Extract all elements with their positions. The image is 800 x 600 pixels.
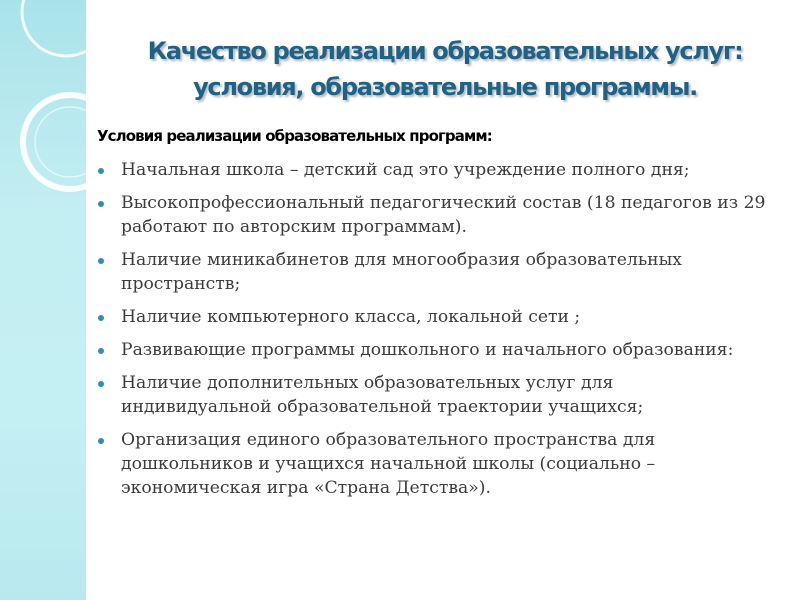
bullet-marker-icon xyxy=(98,258,104,264)
slide-title xyxy=(100,33,790,105)
title-line-1: Качество реализации образовательных услуг: xyxy=(147,37,743,65)
bullet-marker-icon xyxy=(98,381,104,387)
bullet-marker-icon xyxy=(98,168,104,174)
section-heading: Условия реализации образовательных программ: xyxy=(97,127,492,145)
bullet-text-line: работают по авторским программам). xyxy=(121,217,467,237)
bullet-text-line: Организация единого образовательного пространства для xyxy=(121,430,656,450)
decorative-ring-top xyxy=(22,0,110,56)
bullet-text-line: индивидуальной образовательной траектории учащихся; xyxy=(121,397,644,417)
bullet-text-line: Развивающие программы дошкольного и начального образования: xyxy=(121,340,734,360)
bullet-item-additional-services xyxy=(96,371,798,419)
title-line-2: условия, образовательные программы. xyxy=(193,73,697,101)
bullet-list xyxy=(96,158,798,509)
bullet-text-line: Высокопрофессиональный педагогический состав (18 педагогов из 29 xyxy=(121,193,766,213)
bullet-marker-icon xyxy=(98,438,104,444)
bullet-item-development-programs xyxy=(96,338,798,362)
bullet-text-line: пространств; xyxy=(121,274,241,294)
decorative-ring-mid-inner xyxy=(35,107,105,177)
bullet-text-line: Начальная школа – детский сад это учреждение полного дня; xyxy=(121,160,690,180)
bullet-text-line: Наличие миникабинетов для многообразия образовательных xyxy=(121,250,683,270)
bullet-text-line: Наличие компьютерного класса, локальной сети ; xyxy=(121,307,581,327)
bullet-item-computer-class xyxy=(96,305,798,329)
bullet-item-mini-classrooms xyxy=(96,248,798,296)
bullet-marker-icon xyxy=(98,348,104,354)
bullet-text-line: дошкольников и учащихся начальной школы (социально – xyxy=(121,454,656,474)
bullet-marker-icon xyxy=(98,315,104,321)
bullet-item-school-day xyxy=(96,158,798,182)
bullet-item-unified-space xyxy=(96,428,798,500)
bullet-item-teaching-staff xyxy=(96,191,798,239)
bullet-text-line: Наличие дополнительных образовательных услуг для xyxy=(121,373,614,393)
bullet-text-line: экономическая игра «Страна Детства»). xyxy=(121,478,491,498)
bullet-marker-icon xyxy=(98,201,104,207)
